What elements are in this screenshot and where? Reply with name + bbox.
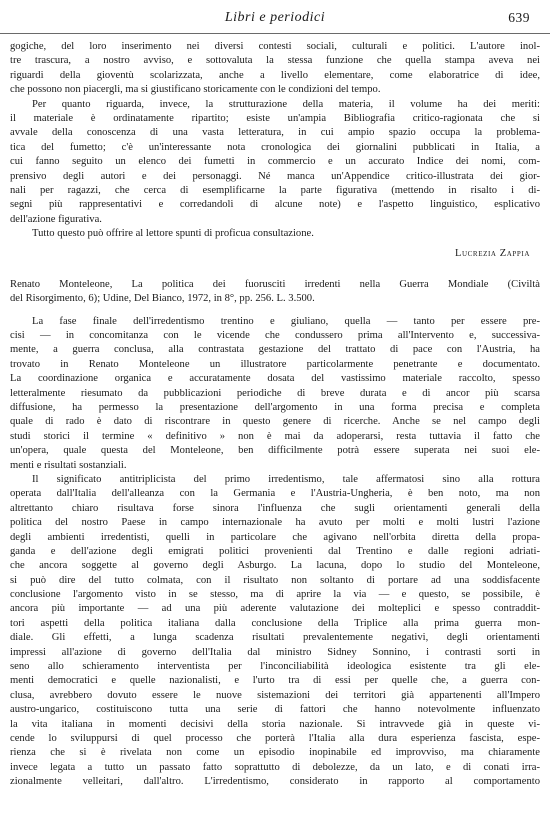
text-line: quale di rado è dato di riscontrare in questo genere di ricerche. Anche se nel campo degli [10, 416, 540, 428]
running-head-title: Libri e periodici [224, 10, 326, 25]
text-line: La coordinazione organica e accuratamente dosata del vastissimo materiale raccolto, spesso [10, 373, 540, 385]
text-line: gogiche, del loro inserimento nei diversi contesti sociali, culturali e politici. L'autore inol- [10, 41, 540, 52]
header-rule [0, 33, 550, 34]
page-body [10, 40, 540, 790]
text-line: Per quanto riguarda, invece, la strutturazione della materia, il volume ha dei meriti: [32, 98, 540, 110]
review1-paragraph1 [10, 40, 540, 98]
text-line: che ancora soggette al governo degli Asburgo. La lacuna, dopo lo studio del Monteleone, [10, 560, 540, 572]
text-line: tre trascura, a nostro avviso, e sottovaluta la stessa funzione che quella stampa aveva nei [10, 55, 540, 67]
text-line: operata dall'Italia dell'alleanza con la Germania e l'Austria-Ungheria, è ben noto, ma non [10, 488, 540, 500]
review2-paragraph1 [10, 315, 540, 473]
text-line: austro-ungarico, costituiscono tutta una serie di fattori che hanno notevolmente influenzato [10, 704, 540, 716]
review2-heading [10, 278, 540, 307]
running-head [10, 10, 540, 30]
text-line: un'opera, quale questa del Monteleone, ben difficilmente potrà essere superata nei suoi ele- [10, 445, 540, 457]
text-line: ancora più importante — ad una più aderente valutazione dei molteplici e spesso contraddit- [10, 603, 540, 615]
text-line: nali per ragazzi, che cerca di esemplificarne la parte figurativa (mettendo in risalto i di- [10, 184, 540, 196]
text-line: Tutto questo può offrire al lettore spunti di proficua consultazione. [32, 228, 314, 240]
text-line: riguardi della gioventù scolarizzata, anche a livello elementare, come elaboratrice di idee, [10, 69, 540, 81]
text-line: letteralmente riesumato da pubblicazioni periodiche di breve durata e di ancor più scarsa [10, 387, 540, 399]
text-line: diale. Gli effetti, a lunga scadenza risultati prevalentemente negativi, degli orientamenti [10, 632, 540, 644]
reviewer-signature: Lucrezia Zappia [454, 248, 530, 260]
text-line: cui fanno seguito un elenco dei fumetti in commercio e un accurato Indice dei nomi, com- [10, 156, 540, 168]
review1-paragraph2 [10, 98, 540, 228]
text-line: rienza che si è rivelata non come un episodio inopinabile ed improvviso, ma chiaramente [10, 747, 540, 759]
text-line: menti democratici e quelle nazionalisti, e l'urto tra di essi per quelle che, a guerra con- [10, 675, 540, 687]
text-line: cende lo sviluppursi di quel processo che porterà l'Italia alla dura esperienza fascista, espe- [10, 732, 540, 744]
text-line: seno allo schieramento interventista per l'inconciliabilità ideologica esistente tra gli ele- [10, 661, 540, 673]
section-gap [10, 262, 540, 278]
text-line: si può dire del tutto colmata, con il risultato non soltanto di portare ad una soddisfacente [10, 574, 540, 586]
text-line: tica del fumetto; c'è un'interessante nota cronologica dei giornalini pubblicati in Italia, a [10, 141, 540, 153]
text-line: menti e risultati sostanziali. [10, 459, 127, 471]
page-number: 639 [508, 10, 530, 25]
review2-paragraph2 [10, 473, 540, 790]
text-line: studi storici il termine « definitivo » non è mai da adoperarsi, resta tuttavia il fatto che [10, 430, 540, 442]
text-line: mente, a guerra conclusa, alla contrastata gestazione del trattato di pace con l'Austria, ha [10, 344, 540, 356]
text-line: invece legata a tutto un passato fatto soprattutto di debolezze, da un lato, e di conati irra- [10, 761, 540, 773]
text-line: trovato in Renato Monteleone un illustratore particolarmente penetrante e documentato. [10, 358, 540, 370]
text-line: Il significato antitriplicista del primo irredentismo, tale affermatosi sino alla rottura [32, 473, 540, 485]
text-line: zionalmente velleitari, dall'altro. L'irredentismo, considerato in rapporto al comportamento [10, 776, 540, 788]
text-line: la vita italiana in momenti decisivi della storia nazionale. Si intravvede già in queste vi- [10, 718, 540, 730]
review1-paragraph3 [10, 227, 540, 241]
text-line: cisi — in concomitanza con le vicende che condussero prima all'Intervento e, successiva- [10, 330, 540, 342]
text-line: il materiale è ordinatamente ripartito; esiste un'ampia Bibliografia critico-ragionata che si [10, 112, 540, 124]
text-line: ganda e dell'azione degli emigrati politici provenienti dal Trentino e dalle regioni adriati- [10, 545, 540, 557]
text-line: che possono non piacergli, ma si giustificano storicamente con le condizioni del tempo. [10, 84, 381, 96]
text-line: clusa, avrebbero dovuto essere le nuove sistemazioni dei territori già appartenenti all'Impero [10, 689, 540, 701]
text-line: La fase finale dell'irredentismo trentino e giuliano, quella — tanto per essere pre- [32, 315, 540, 327]
section-gap [10, 307, 540, 315]
text-line: avvale della conoscenza di una vasta letteratura, in cui ampio spazio occupa la problema- [10, 127, 540, 139]
text-line: tori aspetti della politica italiana dalla conclusione della Triplice alla prima guerra mon- [10, 617, 540, 629]
text-line: altrettanto chiaro risultava forse sinora l'influenza che sugli orientamenti generali della [10, 502, 540, 514]
text-line: diffusione, ha permesso la presentazione dell'argomento in una forma precisa e completa [10, 402, 540, 413]
citation-line: del Risorgimento, 6); Udine, Del Bianco, 1972, in 8°, pp. 256. L. 3.500. [10, 293, 315, 305]
text-line: conclusione l'argomento visto in se stesso, ma di aprire la via — e questo, se possibile, è [10, 589, 540, 601]
text-line: degli ambienti irredentisti, quelli in particolare che agivano nell'orbita diretta della propa- [10, 531, 540, 543]
text-line: impressi all'azione di governo dell'Italia dal ministro Sidney Sonnino, i contrasti sorti in [10, 646, 540, 658]
text-line: dell'azione figurativa. [10, 213, 102, 225]
text-line: politica del nostro Paese in campo internazionale ha avuto per molti e molti lustri l'azione [10, 517, 540, 529]
text-line: prensivo degli autori e dei personaggi. Né manca un'Appendice critico-illustrata dei gior- [10, 170, 540, 182]
text-line: segni più rappresentativi e corredandoli di alcune note) e l'aspetto linguistico, esplicativo [10, 199, 540, 211]
citation-line: Renato Monteleone, La politica dei fuorusciti irredenti nella Guerra Mondiale (Civiltà [10, 278, 540, 290]
